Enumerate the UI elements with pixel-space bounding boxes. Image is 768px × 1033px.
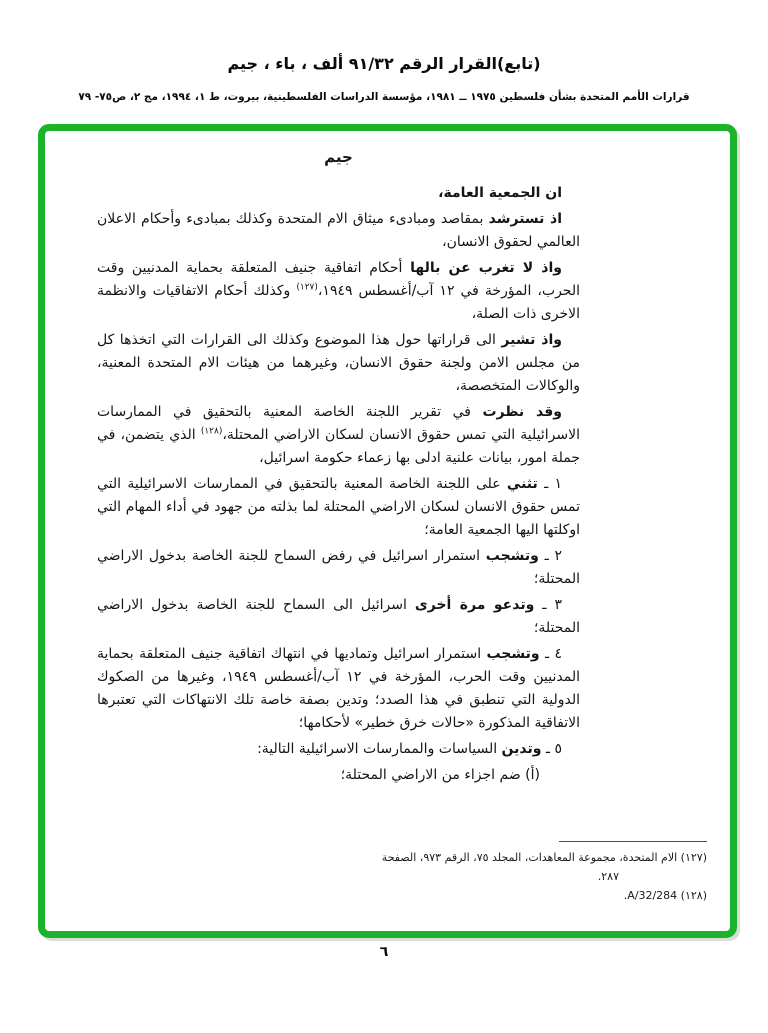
general-assembly-opening: ان الجمعية العامة، xyxy=(438,185,562,201)
paragraph xyxy=(97,545,580,591)
bold-lead: وتدعو مرة أخرى xyxy=(414,597,535,613)
text-run: (أ) ضم اجزاء من الاراضي المحتلة؛ xyxy=(340,767,540,783)
text-run: بمقاصد ومبادىء ميثاق الام المتحدة وكذلك بمبادىء وأحكام الاعلان العالمي لحقوق الانسان، xyxy=(97,211,580,250)
paragraph xyxy=(97,473,580,542)
resolution-continued-title: (تابع)القرار الرقم ٩١/٣٢ ألف ، باء ، جيم xyxy=(227,54,541,73)
page-number: ٦ xyxy=(379,944,389,960)
text-run: على اللجنة الخاصة المعنية بالتحقيق في الممارسات الاسرائيلية التي تمس حقوق الانسان لسكان الاراضي المحتلة لما بذلته من جهود في أداء المهام التي اوكلتها اليها الجمعية العامة؛ xyxy=(97,476,580,538)
bold-lead: واذ لا تغرب عن بالها xyxy=(410,260,562,276)
bold-lead: وقد نظرت xyxy=(482,404,562,420)
footnote-reference: (١٢٧) xyxy=(296,282,318,293)
text-run: استمرار اسرائيل وتماديها في انتهاك اتفاقية جنيف المتعلقة بحماية المدنيين وقت الحرب، المؤرخة في ١٢ آب/أغسطس ١٩٤٩، وغيرها من الصكوك الدولية التي تنطبق في هذا الصدد؛ وتدين بصفة خاصة تلك الانتهاكات التي تعتبرها الاتفاقية المذكورة «حالات خرق خطير» لأحكامها؛ xyxy=(97,646,580,731)
text-run: ٥ ـ xyxy=(541,741,562,757)
text-run: السياسات والممارسات الاسرائيلية التالية: xyxy=(257,741,502,757)
section-letter-jim: جيم xyxy=(324,148,353,166)
bold-lead: تثني xyxy=(506,476,538,492)
bold-lead: وتشجب xyxy=(486,646,540,662)
paragraph-list xyxy=(97,208,580,787)
paragraph xyxy=(97,208,580,254)
text-run: ٣ ـ xyxy=(534,597,562,613)
bold-lead: اذ تسترشد xyxy=(488,211,563,227)
text-run: ١ ـ xyxy=(537,476,562,492)
footnote-line: (١٢٧) الام المتحدة، مجموعة المعاهدات، المجلد ٧٥، الرقم ٩٧٣، الصفحة xyxy=(381,851,707,864)
paragraph xyxy=(97,594,580,640)
text-run: في تقرير اللجنة الخاصة المعنية بالتحقيق في الممارسات الاسرائيلية التي تمس حقوق الانسان لسكان الاراضي المحتلة، xyxy=(97,404,580,443)
paragraph xyxy=(97,764,540,787)
paragraph xyxy=(97,401,580,470)
footnote-line: (١٢٨) A/32/284. xyxy=(623,889,707,902)
text-run: الذي يتضمن، في جملة امور، بيانات علنية ادلى بها زعماء حكومة اسرائيل، xyxy=(97,427,580,466)
bold-lead: وتدين xyxy=(501,741,542,757)
text-run: اسرائيل الى السماح للجنة الخاصة بدخول الاراضي المحتلة؛ xyxy=(97,597,580,636)
paragraph xyxy=(97,738,580,761)
text-run: ٢ ـ xyxy=(538,548,562,564)
footnote-line: ٢٨٧. xyxy=(597,870,619,883)
bold-lead: واذ تشير xyxy=(501,332,562,348)
paragraph xyxy=(97,329,580,398)
footnote-separator-rule xyxy=(559,841,707,842)
text-run: أحكام اتفاقية جنيف المتعلقة بحماية المدنيين وقت الحرب، المؤرخة في ١٢ آب/أغسطس ١٩٤٩، xyxy=(97,260,580,299)
footnote-reference: (١٢٨) xyxy=(200,426,223,437)
paragraph xyxy=(97,643,580,735)
paragraph xyxy=(97,257,580,326)
text-run: استمرار اسرائيل في رفض السماح للجنة الخاصة بدخول الاراضي المحتلة؛ xyxy=(97,548,580,587)
text-run: الى قراراتها حول هذا الموضوع وكذلك الى القرارات التي اتخذها كل من مجلس الامن ولجنة حقوق الانسان، وغيرهما من هيئات الام المتحدة المعنية، والوكالات المتخصصة، xyxy=(97,332,580,394)
text-run: وكذلك أحكام الاتفاقيات والانظمة الاخرى ذات الصلة، xyxy=(97,283,580,322)
footnote-list xyxy=(300,848,707,905)
bold-lead: وتشجب xyxy=(485,548,539,564)
text-run: ٤ ـ xyxy=(539,646,562,662)
footnote-block xyxy=(300,841,707,905)
resolution-body xyxy=(97,146,580,790)
source-citation-line: قرارات الأمم المتحدة بشأن فلسطين ١٩٧٥ ــ ١٩٨١، مؤسسة الدراسات الفلسطينية، بيروت، ط ١، ١٩٩٤، مج ٢، ص٧٥- ٧٩ xyxy=(78,91,690,103)
